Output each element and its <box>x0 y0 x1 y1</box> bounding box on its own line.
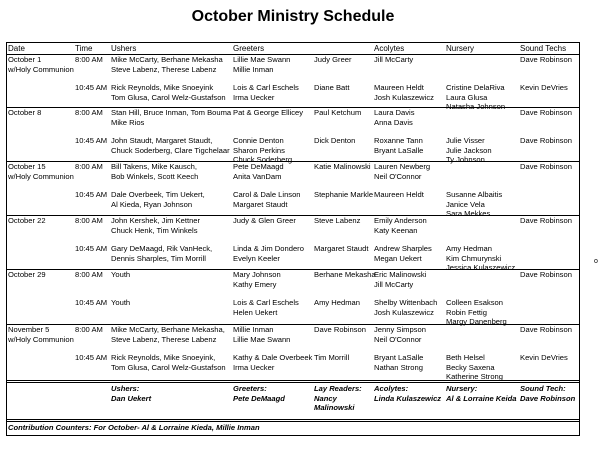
acolytes-cell-line: Jill McCarty <box>374 55 414 64</box>
header-date: Date <box>8 44 25 53</box>
nursery-cell-line: Katherine Strong <box>446 372 503 382</box>
nursery-cell-line: Julie Visser <box>446 136 485 145</box>
acolytes-cell <box>374 162 430 181</box>
acolytes-cell <box>374 83 434 102</box>
coordinator-greeters <box>233 384 285 403</box>
lay-reader-cell <box>314 108 361 118</box>
acolytes-cell-line: Katy Keenan <box>374 225 418 235</box>
ushers-cell-line: Bill Takens, Mike Kausch, <box>111 162 197 171</box>
lay-reader-cell-line: Diane Batt <box>314 83 350 92</box>
acolytes-cell-line: Eric Malinowski <box>374 270 427 279</box>
nursery-cell <box>446 353 503 382</box>
service-time: 10:45 AM <box>75 298 108 307</box>
ushers-cell-line: Rick Reynolds, Mike Snoeyink <box>111 83 214 92</box>
sound-tech-cell <box>520 270 572 280</box>
coordinator-lay-readers <box>314 384 362 413</box>
section-date-line: October 22 <box>8 216 46 225</box>
lay-reader-cell <box>314 55 352 65</box>
coordinator-greeters-line: Greeters: <box>233 384 267 393</box>
sound-tech-cell <box>520 325 572 335</box>
ushers-cell <box>111 83 226 102</box>
sound-tech-cell <box>520 162 572 172</box>
acolytes-cell-line: Nathan Strong <box>374 362 423 372</box>
nursery-cell-line: Robin Fettig <box>446 307 487 317</box>
coordinator-lay-readers-line: Malinowski <box>314 403 355 413</box>
acolytes-cell <box>374 216 427 235</box>
sound-tech-cell-line: Dave Robinson <box>520 136 572 145</box>
lay-reader-cell <box>314 270 376 280</box>
service-time: 8:00 AM <box>75 55 103 64</box>
header-time: Time <box>75 44 93 53</box>
acolytes-cell <box>374 298 437 317</box>
ushers-cell-line: John Staudt, Margaret Staudt, <box>111 136 213 145</box>
lay-reader-cell <box>314 83 349 93</box>
nursery-cell-line: Becky Saxena <box>446 362 495 372</box>
lay-reader-cell-line: Dave Robinson <box>314 325 366 334</box>
ushers-cell <box>111 136 230 155</box>
coordinator-ushers-line: Dan Uekert <box>111 393 152 403</box>
greeters-cell-line: Lois & Carl Eschels <box>233 83 299 92</box>
greeters-cell-line: Linda & Jim Dondero <box>233 244 304 253</box>
lay-reader-cell <box>314 190 373 200</box>
ushers-cell-line: Steve Labenz, Therese Labenz <box>111 64 217 74</box>
nursery-cell-line: Jessica Kulaszewicz <box>446 263 516 273</box>
coordinator-acolytes-line: Acolytes: <box>374 384 409 393</box>
greeters-cell <box>233 108 303 118</box>
acolytes-cell <box>374 353 423 372</box>
greeters-cell <box>233 325 290 344</box>
lay-reader-cell-line: Paul Ketchum <box>314 108 362 117</box>
nursery-cell-line: Susanne Albaitis <box>446 190 503 199</box>
section-date-line: October 29 <box>8 270 46 279</box>
coordinator-nursery-line: Nursery: <box>446 384 478 393</box>
service-time: 10:45 AM <box>75 244 108 253</box>
section-date-line: October 1 <box>8 55 42 64</box>
nursery-cell-line: Cristine DelaRiva <box>446 83 505 92</box>
greeters-cell-line: Irma Uecker <box>233 92 275 102</box>
greeters-cell-line: Margaret Staudt <box>233 199 288 209</box>
lay-reader-cell-line: Amy Hedman <box>314 298 361 307</box>
ushers-cell <box>111 190 205 209</box>
acolytes-cell-line: Shelby Wittenbach <box>374 298 438 307</box>
ushers-cell-line: Steve Labenz, Therese Labenz <box>111 334 217 344</box>
greeters-cell <box>233 83 299 102</box>
ushers-cell <box>111 108 231 127</box>
header-acolytes: Acolytes <box>374 44 405 53</box>
lay-reader-cell <box>314 244 368 254</box>
greeters-cell-line: Lillie Mae Swann <box>233 55 291 64</box>
acolytes-cell-line: Bryant LaSalle <box>374 145 424 155</box>
coordinator-acolytes-line: Linda Kulaszewicz <box>374 393 442 403</box>
greeters-cell-line: Mary Johnson <box>233 270 281 279</box>
acolytes-cell-line: Neil O'Connor <box>374 171 422 181</box>
lay-reader-cell <box>314 162 371 172</box>
service-time: 10:45 AM <box>75 136 108 145</box>
acolytes-cell-line: Megan Uekert <box>374 253 422 263</box>
ushers-cell <box>111 216 200 235</box>
header-greeters: Greeters <box>233 44 265 53</box>
acolytes-cell-line: Josh Kulaszewicz <box>374 92 434 102</box>
coordinator-nursery <box>446 384 516 403</box>
section-date-line: November 5 <box>8 325 50 334</box>
lay-reader-cell <box>314 136 355 146</box>
greeters-cell <box>233 353 312 372</box>
lay-reader-cell-line: Katie Malinowski <box>314 162 371 171</box>
ushers-cell-line: John Kershek, Jim Kettner <box>111 216 201 225</box>
section-date <box>8 325 74 344</box>
nursery-cell-line: Janice Vela <box>446 199 485 209</box>
lay-reader-cell-line: Dick Denton <box>314 136 356 145</box>
sound-tech-cell <box>520 353 568 363</box>
greeters-cell <box>233 244 304 263</box>
coordinator-sound <box>520 384 575 403</box>
nursery-cell-line: Sara Mekkes <box>446 209 491 219</box>
lay-reader-cell-line: Stephanie Markle <box>314 190 374 199</box>
section-date-line: October 8 <box>8 108 42 117</box>
header-sound: Sound Techs <box>520 44 567 53</box>
sound-tech-cell <box>520 136 572 146</box>
row-divider <box>6 419 580 422</box>
header-nursery: Nursery <box>446 44 475 53</box>
sound-tech-cell-line: Dave Robinson <box>520 108 572 117</box>
row-divider <box>6 380 580 383</box>
ushers-cell-line: Chuck Henk, Tim Winkels <box>111 225 198 235</box>
coordinator-lay-readers-line: Lay Readers: <box>314 384 362 393</box>
acolytes-cell <box>374 325 426 344</box>
acolytes-cell-line: Emily Anderson <box>374 216 427 225</box>
margin-mark: o <box>594 258 598 265</box>
greeters-cell-line: Lois & Carl Eschels <box>233 298 299 307</box>
coordinator-ushers-line: Ushers: <box>111 384 140 393</box>
ushers-cell-line: Gary DeMaagd, Rik VanHeck, <box>111 244 213 253</box>
ushers-cell-line: Mike McCarty, Berhane Mekasha, <box>111 325 225 334</box>
service-time: 10:45 AM <box>75 353 108 362</box>
sound-tech-cell-line: Dave Robinson <box>520 216 572 225</box>
ushers-cell-line: Tom Glusa, Carol Welz-Gustafson <box>111 362 226 372</box>
greeters-cell-line: Connie Denton <box>233 136 284 145</box>
greeters-cell <box>233 216 296 226</box>
ushers-cell <box>111 55 223 74</box>
acolytes-cell <box>374 244 432 263</box>
acolytes-cell-line: Maureen Heldt <box>374 83 424 92</box>
nursery-cell <box>446 298 507 327</box>
nursery-cell-line: Colleen Esakson <box>446 298 503 307</box>
page-title: October Ministry Schedule <box>191 8 395 25</box>
lay-reader-cell <box>314 298 360 308</box>
greeters-cell-line: Millie Inman <box>233 64 274 74</box>
lay-reader-cell <box>314 216 360 226</box>
section-date-line: w/Holy Communion <box>8 64 74 74</box>
ushers-cell-line: Bob Winkels, Scott Keech <box>111 171 199 181</box>
greeters-cell <box>233 190 301 209</box>
acolytes-cell-line: Andrew Sharples <box>374 244 432 253</box>
acolytes-cell <box>374 55 413 65</box>
greeters-cell-line: Chuck Soderberg <box>233 155 293 165</box>
greeters-cell-line: Sharon Perkins <box>233 145 285 155</box>
sound-tech-cell <box>520 216 572 226</box>
lay-reader-cell-line: Berhane Mekasha <box>314 270 376 279</box>
section-date-line: w/Holy Communion <box>8 334 74 344</box>
lay-reader-cell <box>314 325 366 335</box>
nursery-cell-line: Amy Hedman <box>446 244 493 253</box>
nursery-cell-line: Ty Johnson <box>446 155 485 165</box>
greeters-cell-line: Kathy Emery <box>233 279 277 289</box>
acolytes-cell-line: Bryant LaSalle <box>374 353 424 362</box>
section-date <box>8 108 41 118</box>
greeters-cell-line: Kathy & Dale Overbeek <box>233 353 313 362</box>
contribution-counters: Contribution Counters: For October- Al & Lorraine Kieda, Millie Inman <box>8 423 260 432</box>
header-ushers: Ushers <box>111 44 137 53</box>
greeters-cell-line: Millie Inman <box>233 325 274 334</box>
acolytes-cell <box>374 136 423 155</box>
acolytes-cell <box>374 270 426 289</box>
acolytes-cell-line: Anna Davis <box>374 117 413 127</box>
greeters-cell-line: Judy & Glen Greer <box>233 216 296 225</box>
greeters-cell-line: Irma Uecker <box>233 362 275 372</box>
greeters-cell-line: Lillie Mae Swann <box>233 334 291 344</box>
ushers-cell-line: Al Kieda, Ryan Johnson <box>111 199 193 209</box>
greeters-cell <box>233 298 299 317</box>
lay-reader-cell-line: Tim Morrill <box>314 353 350 362</box>
section-date-line: w/Holy Communion <box>8 171 74 181</box>
sound-tech-cell-line: Dave Robinson <box>520 325 572 334</box>
service-time: 8:00 AM <box>75 270 103 279</box>
section-date <box>8 216 46 226</box>
ushers-cell <box>111 325 225 344</box>
greeters-cell-line: Pat & George Ellicey <box>233 108 304 117</box>
ushers-cell <box>111 162 198 181</box>
greeters-cell-line: Helen Uekert <box>233 307 278 317</box>
greeters-cell-line: Evelyn Keeler <box>233 253 280 263</box>
nursery-cell-line: Laura Glusa <box>446 92 488 102</box>
ushers-cell-line: Chuck Soderberg, Clare Tigchelaar <box>111 145 230 155</box>
ushers-cell-line: Dale Overbeek, Tim Uekert, <box>111 190 205 199</box>
sound-tech-cell-line: Dave Robinson <box>520 162 572 171</box>
ushers-cell-line: Dennis Sharples, Tim Morrill <box>111 253 206 263</box>
coordinator-sound-line: Sound Tech: <box>520 384 566 393</box>
service-time: 8:00 AM <box>75 108 103 117</box>
ushers-cell <box>111 244 212 263</box>
sound-tech-cell-line: Kevin DeVries <box>520 353 568 362</box>
acolytes-cell-line: Lauren Newberg <box>374 162 431 171</box>
coordinator-sound-line: Dave Robinson <box>520 393 576 403</box>
ushers-cell <box>111 270 130 280</box>
greeters-cell-line: Pete DeMaagd <box>233 162 284 171</box>
sound-tech-cell-line: Dave Robinson <box>520 270 572 279</box>
nursery-cell-line: Beth Helsel <box>446 353 485 362</box>
ushers-cell-line: Youth <box>111 298 131 307</box>
section-date-line: October 15 <box>8 162 46 171</box>
coordinator-acolytes <box>374 384 441 403</box>
ushers-cell-line: Mike Rios <box>111 117 145 127</box>
acolytes-cell-line: Jenny Simpson <box>374 325 426 334</box>
service-time: 8:00 AM <box>75 162 103 171</box>
coordinator-nursery-line: Al & Lorraine Keida <box>446 393 517 403</box>
acolytes-cell-line: Roxanne Tann <box>374 136 423 145</box>
ushers-cell <box>111 298 130 308</box>
lay-reader-cell-line: Margaret Staudt <box>314 244 369 253</box>
sound-tech-cell <box>520 55 572 65</box>
ushers-cell-line: Youth <box>111 270 131 279</box>
greeters-cell-line: Carol & Dale Linson <box>233 190 301 199</box>
ushers-cell-line: Tom Glusa, Carol Welz-Gustafson <box>111 92 226 102</box>
sound-tech-cell <box>520 108 572 118</box>
section-date <box>8 162 74 181</box>
ushers-cell-line: Stan Hill, Bruce Inman, Tom Bouma <box>111 108 232 117</box>
coordinator-lay-readers-line: Nancy <box>314 393 337 403</box>
sound-tech-cell <box>520 83 568 93</box>
nursery-cell-line: Natasha Johnson <box>446 102 506 112</box>
greeters-cell-line: Anita VanDam <box>233 171 282 181</box>
acolytes-cell <box>374 108 415 127</box>
acolytes-cell-line: Neil O'Connor <box>374 334 422 344</box>
service-time: 10:45 AM <box>75 190 108 199</box>
acolytes-cell-line: Maureen Heldt <box>374 190 424 199</box>
nursery-cell-line: Julie Jackson <box>446 145 492 155</box>
nursery-cell-line: Margy Danenberg <box>446 317 507 327</box>
ushers-cell-line: Mike McCarty, Berhane Mekasha <box>111 55 223 64</box>
acolytes-cell <box>374 190 424 200</box>
greeters-cell <box>233 270 281 289</box>
section-date <box>8 55 74 74</box>
greeters-cell <box>233 55 290 74</box>
coordinator-greeters-line: Pete DeMaagd <box>233 393 285 403</box>
lay-reader-cell <box>314 353 349 363</box>
nursery-cell-line: Kim Chmurynski <box>446 253 502 263</box>
coordinator-ushers <box>111 384 151 403</box>
sound-tech-cell-line: Dave Robinson <box>520 55 572 64</box>
section-date <box>8 270 46 280</box>
service-time: 10:45 AM <box>75 83 108 92</box>
sound-tech-cell-line: Kevin DeVries <box>520 83 568 92</box>
lay-reader-cell-line: Steve Labenz <box>314 216 361 225</box>
acolytes-cell-line: Laura Davis <box>374 108 415 117</box>
ushers-cell <box>111 353 226 372</box>
acolytes-cell-line: Jill McCarty <box>374 279 414 289</box>
service-time: 8:00 AM <box>75 216 103 225</box>
lay-reader-cell-line: Judy Greer <box>314 55 352 64</box>
ushers-cell-line: Rick Reynolds, Mike Snoeyink, <box>111 353 216 362</box>
service-time: 8:00 AM <box>75 325 103 334</box>
greeters-cell <box>233 162 284 181</box>
acolytes-cell-line: Josh Kulaszewicz <box>374 307 434 317</box>
